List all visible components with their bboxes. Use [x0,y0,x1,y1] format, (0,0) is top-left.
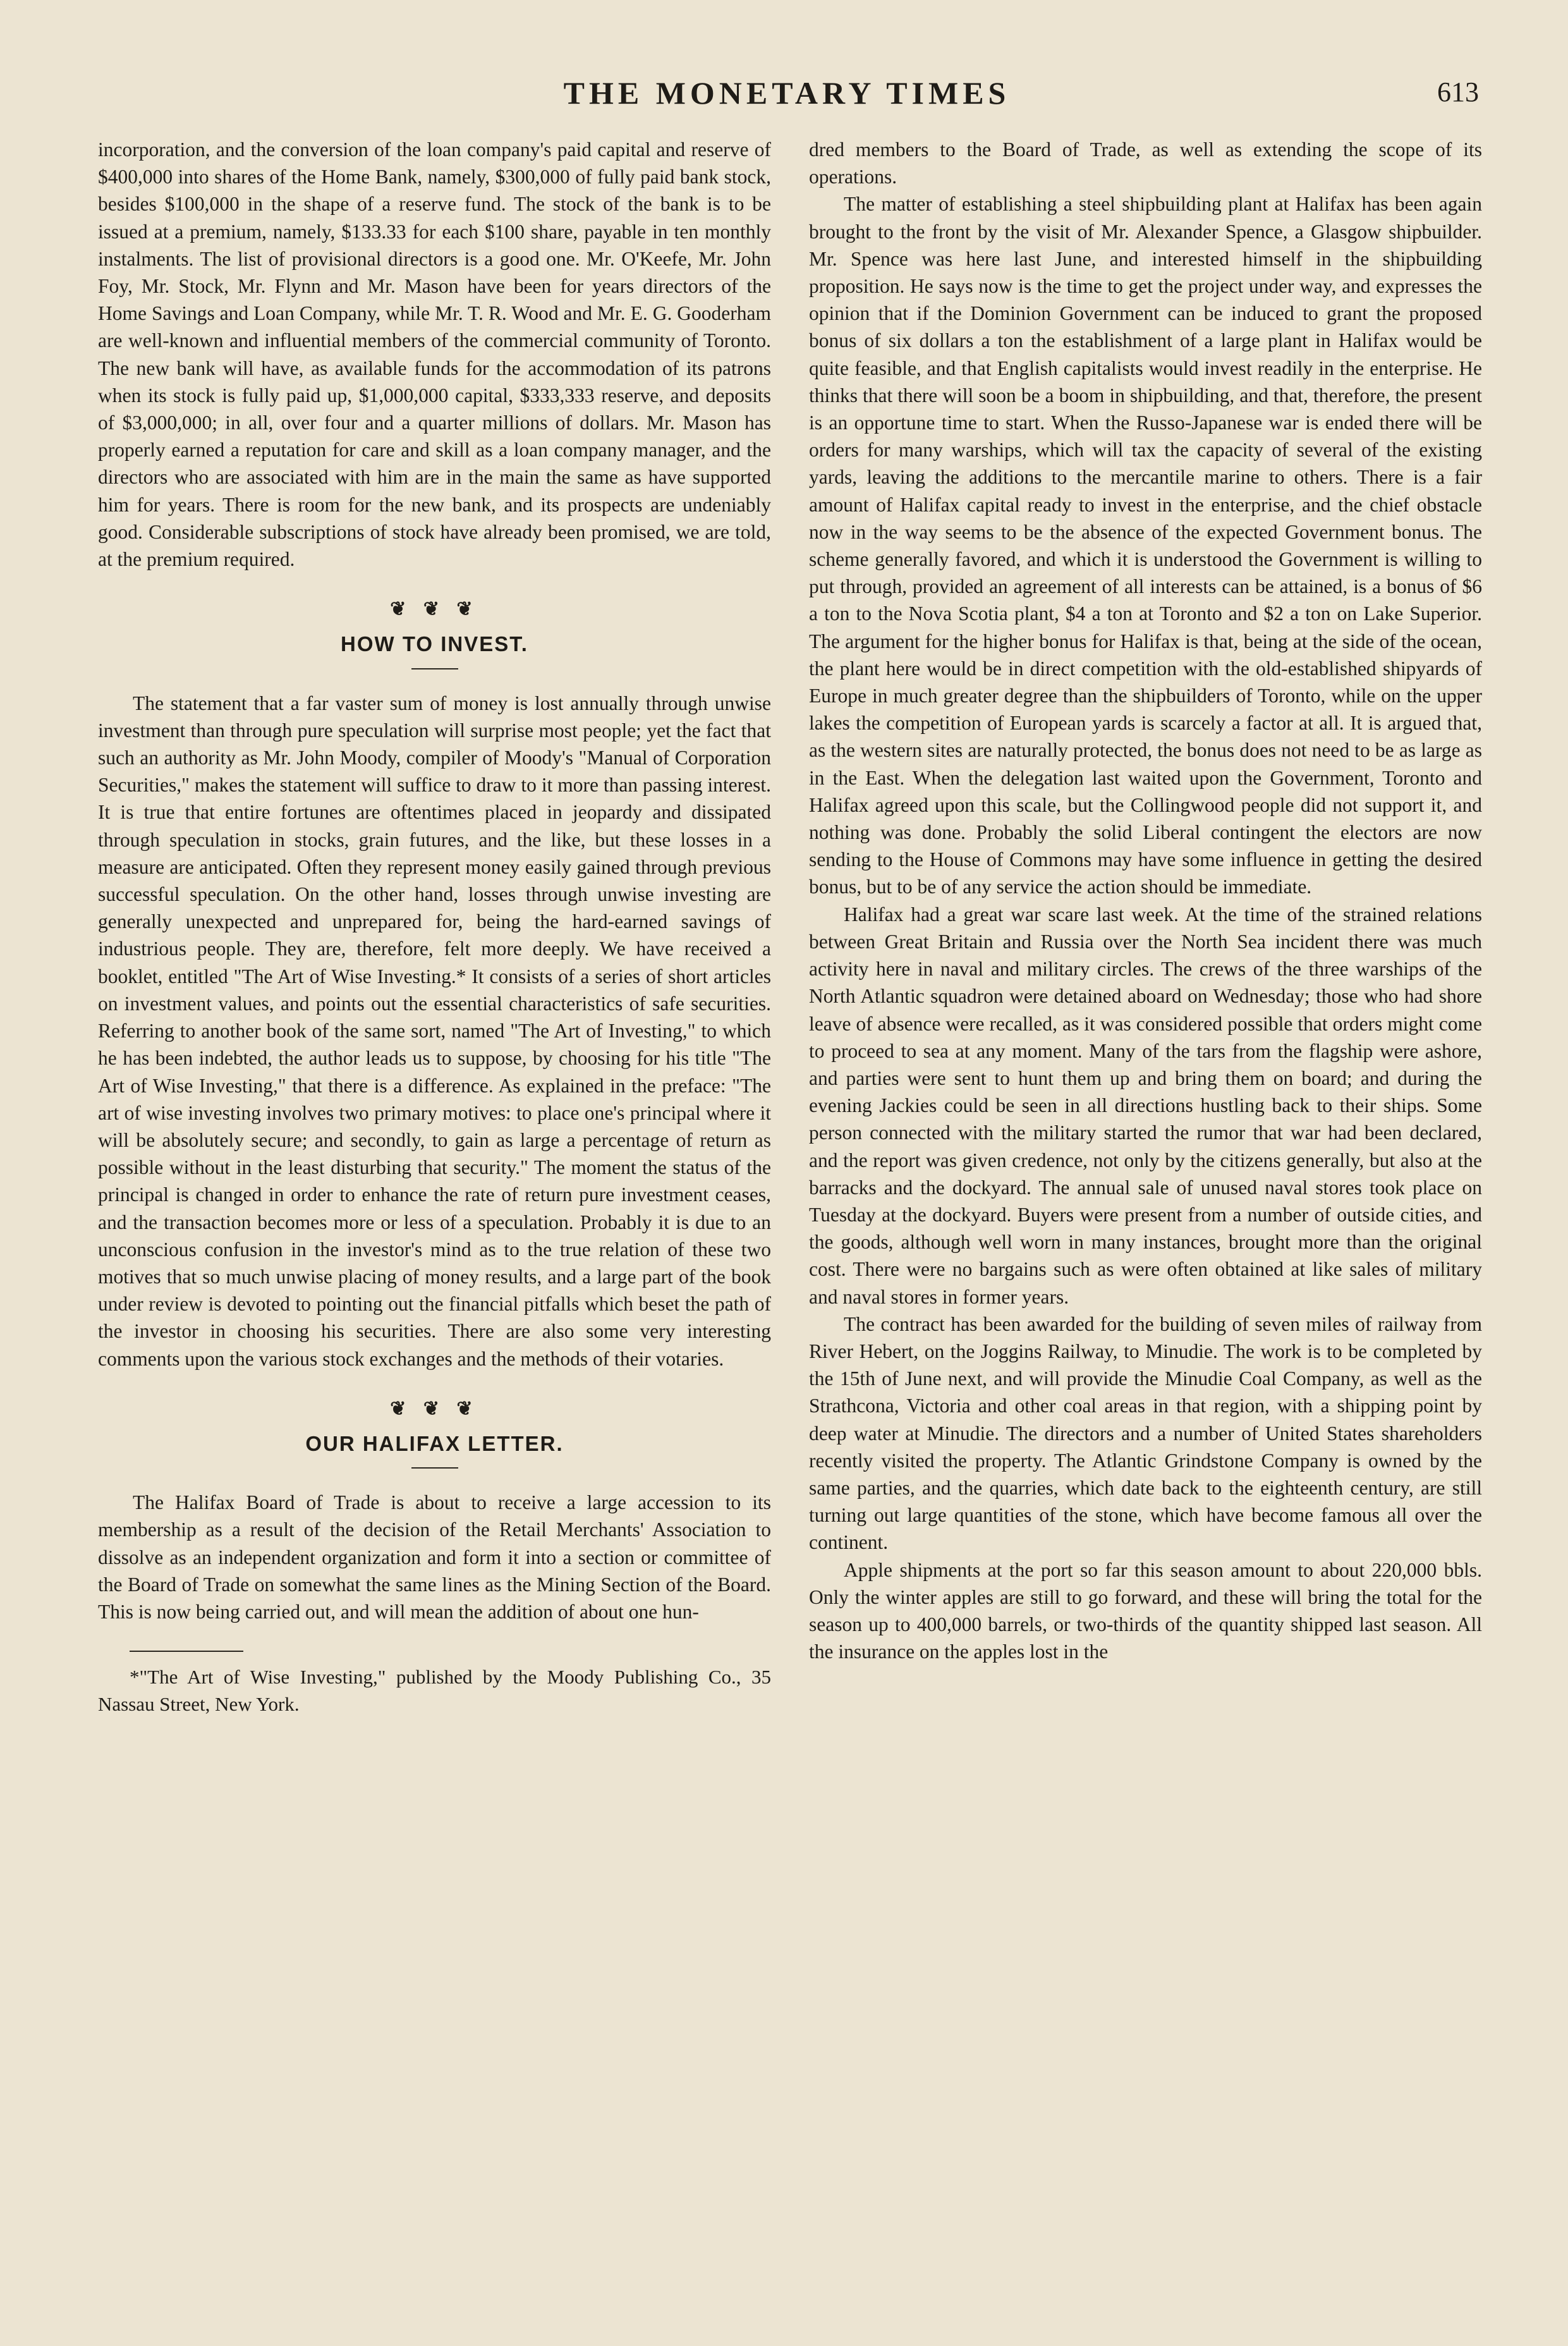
masthead: THE MONETARY TIMES [563,75,1011,111]
footnote: *"The Art of Wise Investing," published by the Moody Publishing Co., 35 Nassau Street, New York. [98,1666,771,1716]
article-paragraph-steel-shipbuilding: The matter of establishing a steel shipbuilding plant at Halifax has been again brought to the front by the visit of Mr. Alexander Spence, a Glasgow shipbuilder. Mr. Spence was here last June, and interested himself in the shipbuilding proposition. He says now is the time to get the project under way, and expresses the opinion that if the Dominion Government can be induced to grant the proposed bonus of six dollars a ton the establishment of a large plant in Halifax would be quite feasible, and that English capitalists would invest readily in the enterprise. He thinks that there will soon be a boom in shipbuilding, and that, therefore, the present is an opportune time to start. When the Russo-Japanese war is ended there will be orders for many warships, which will tax the capacity of several of the existing yards, leaving the additions to the mercantile marine to others. There is a fair amount of Halifax capital ready to invest in the enterprise, and the chief obstacle now in the way seems to be the absence of the expected Government bonus. The scheme generally favored, and which it is understood the Government is willing to put through, provided an agreement of all interests can be attained, is a bonus of $6 a ton to the Nova Scotia plant, $4 a ton at Toronto and $2 a ton on Lake Superior. The argument for the higher bonus for Halifax is that, being at the side of the ocean, the plant here would be in direct competition with the old-established shipyards of Europe in much greater degree than the shipbuilders of Toronto, while on the upper lakes the competition of European yards is scarcely a factor at all. It is argued that, as the western sites are naturally protected, the bonus does not need to be as large as in the East. When the delegation last waited upon the Government, Toronto and Halifax agreed upon this scale, but the Collingwood people did not support it, and nothing was done. Probably the solid Liberal contingent the electors are now sending to the House of Commons may have some influence in getting the desired bonus, but to be of any service the action should be immediate. [809,193,1482,898]
left-column [98,136,771,2273]
page-header [95,75,1479,119]
section-heading-how-to-invest: HOW TO INVEST. [341,632,528,656]
article-paragraph-halifax-letter: The Halifax Board of Trade is about to receive a large accession to its membership as a result of the decision of the Retail Merchants' Association to dissolve as an independent organization and form it into a section or committee of the Board of Trade on somewhat the same lines as the Mining Section of the Board. This is now being carried out, and will mean the addition of about one hun- [98,1491,771,1623]
page-number: 613 [1437,76,1479,107]
article-paragraph-railway: The contract has been awarded for the building of seven miles of railway from River Hebert, on the Joggins Railway, to Minudie. The work is to be completed by the 15th of June next, and will provide the Minudie Coal Company, as well as the Strathcona, Victoria and other coal areas in that region, with a shipping point by deep water at Minudie. The directors and a number of United States shareholders recently visited the property. The Atlantic Grindstone Company is owned by the same parties, and the quarries, which date back to the eighteenth century, are still turning out large quantities of the stone, which have become famous all over the continent. [809,1312,1482,1554]
right-column [809,136,1482,2273]
section-separator: ❦ ❦ ❦ [390,1398,479,1419]
intro-paragraph: incorporation, and the conversion of the loan company's paid capital and reserve of $400,000 into shares of the Home Bank, namely, $300,000 of fully paid bank stock, besides $100,000 in the shape of a reserve fund. The stock of the bank is to be issued at a premium, namely, $133.33 for each $100 share, payable in ten monthly instalments. The list of provisional directors is a good one. Mr. O'Keefe, Mr. John Foy, Mr. Stock, Mr. Flynn and Mr. Mason have been for years directors of the Home Savings and Loan Company, while Mr. T. R. Wood and Mr. E. G. Gooderham are well-known and influential members of the commercial community of Toronto. The new bank will have, as available funds for the accommodation of its patrons when its stock is fully paid up, $1,000,000 capital, $333,333 reserve, and deposits of $3,000,000; in all, over four and a quarter millions of dollars. Mr. Mason has properly earned a reputation for care and skill as a loan company manager, and the directors who are associated with him are in the main the same as have supported him for years. There is room for the new bank, and its prospects are undeniably good. Considerable subscriptions of stock have already been promised, we are told, at the premium required. [98,138,771,571]
section-separator: ❦ ❦ ❦ [390,599,479,620]
article-paragraph-war-scare: Halifax had a great war scare last week. At the time of the strained relations between Great Britain and Russia over the North Sea incident there was much activity here in naval and military circles. The crews of the three warships of the North Atlantic squadron were detained aboard on Wednesday; those who had shore leave of absence were recalled, as it was considered possible that orders might come to proceed to sea at any moment. Many of the tars from the flagship were ashore, and parties were sent to hunt them up and bring them on board; and during the evening Jackies could be seen in all directions hustling back to their ships. Some person connected with the military started the rumor that war had been declared, and the report was given credence, not only by the citizens generally, but also at the barracks and the dockyard. The annual sale of unused naval stores took place on Tuesday at the dockyard. Buyers were present from a number of outside cities, and the goods, although well worn in many instances, brought more than the original cost. There were no bargains such as were often obtained at like sales of military and naval stores in former years. [809,903,1482,1308]
footnote-rule [130,1651,243,1652]
section-heading-halifax-letter: OUR HALIFAX LETTER. [305,1431,564,1455]
heading-rule [411,668,458,669]
heading-rule [411,1467,458,1469]
continuation-paragraph: dred members to the Board of Trade, as well as extending the scope of its operations. [809,138,1482,188]
article-paragraph-how-to-invest: The statement that a far vaster sum of money is lost annually through unwise investment than through pure speculation will surprise most people; yet the fact that such an authority as Mr. John Moody, compiler of Moody's "Manual of Corporation Securities," makes the statement will suffice to draw to it more than passing interest. It is true that entire fortunes are oftentimes placed in jeopardy and dissipated through speculation in stocks, grain futures, and the like, but these losses in a measure are anticipated. Often they represent money easily gained through previous successful speculation. On the other hand, losses through unwise investing are generally unexpected and unprepared for, being the hard-earned savings of industrious people. They are, therefore, felt more deeply. We have received a booklet, entitled "The Art of Wise Investing.* It consists of a series of short articles on investment values, and points out the essential characteristics of safe securities. Referring to another book of the same sort, named "The Art of Investing," to which he has been indebted, the author leads us to suppose, by choosing for his title "The Art of Wise Investing," that there is a difference. As explained in the preface: "The art of wise investing involves two primary motives: to place one's principal where it will be absolutely secure; and secondly, to gain as large a percentage of return as possible without in the least disturbing that security." The moment the status of the principal is changed in order to enhance the rate of return pure investment ceases, and the transaction becomes more or less of a speculation. Probably it is due to an unconscious confusion in the investor's mind as to the true relation of these two motives that so much unwise placing of money results, and a large part of the book under review is devoted to pointing out the financial pitfalls which beset the path of the investor in choosing his securities. There are also some very interesting comments upon the various stock exchanges and the methods of their votaries. [98,692,771,1370]
article-paragraph-apple-shipments: Apple shipments at the port so far this season amount to about 220,000 bbls. Only the winter apples are still to go forward, and these will bring the total for the season up to 400,000 barrels, or two-thirds of the quantity shipped last season. All the insurance on the apples lost in the [809,1558,1482,1663]
